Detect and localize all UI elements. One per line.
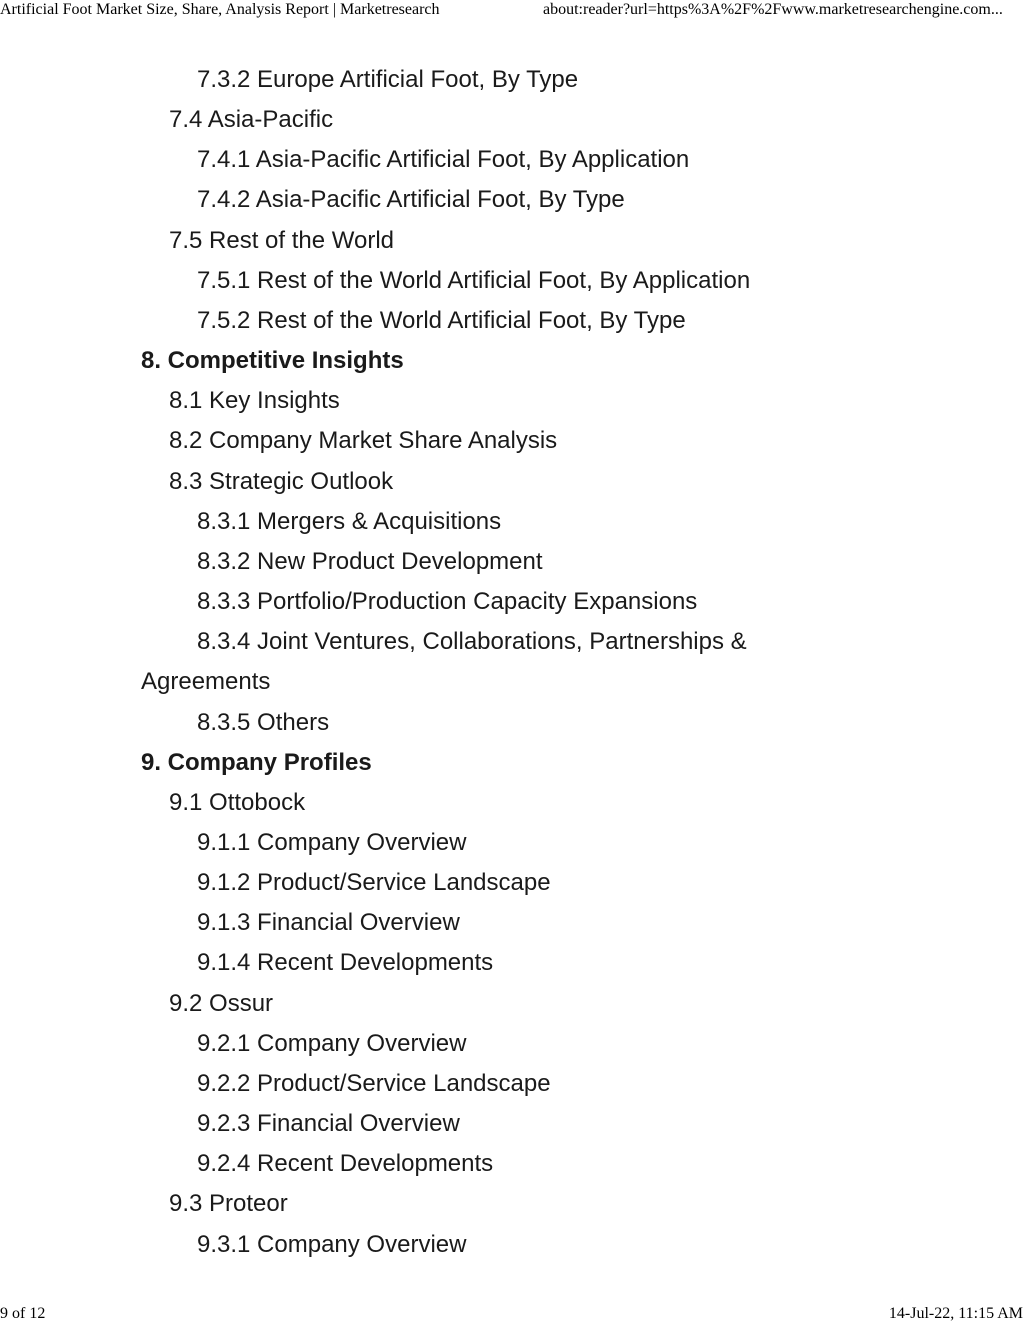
toc-item-text: 9.2.3 Financial Overview [197,1110,460,1138]
toc-sub-subsection-item [141,703,801,743]
toc-sub-subsection-item [141,823,801,863]
toc-sub-subsection-item [141,863,801,903]
toc-subsection-item [141,221,801,261]
toc-item-text: 7.5 Rest of the World [169,226,394,254]
toc-item-text: 7.4.2 Asia-Pacific Artificial Foot, By Type [197,186,625,214]
print-datetime: 14-Jul-22, 11:15 AM [888,1305,1023,1322]
toc-sub-subsection-item [141,622,801,662]
toc-item-text: 8.3 Strategic Outlook [169,467,394,495]
toc-sub-subsection-item [141,1024,801,1064]
print-header-title: Artificial Foot Market Size, Share, Analysis Report | Marketresearch [0,1,440,18]
toc-item-text: 7.5.2 Rest of the World Artificial Foot, By Type [197,306,686,334]
toc-item-text: 8.3.1 Mergers & Acquisitions [197,507,502,535]
toc-sub-subsection-item [141,301,801,341]
toc-subsection-item [141,381,801,421]
toc-subsection-item [141,462,801,502]
toc-item-text: 9.1.1 Company Overview [197,828,467,856]
toc-item-text: 7.4.1 Asia-Pacific Artificial Foot, By Application [197,146,690,174]
toc-item-text: 8.2 Company Market Share Analysis [169,427,558,455]
toc-subsection-item [141,984,801,1024]
toc-item-continuation: Agreements [141,668,271,696]
toc-item-text: 9.2.4 Recent Developments [197,1150,494,1178]
toc-item-text: 8.1 Key Insights [169,387,340,415]
print-header-url: about:reader?url=https%3A%2F%2Fwww.marketresearchengine.com... [543,1,1003,18]
toc-subsection-item [141,783,801,823]
toc-item-text: 7.4 Asia-Pacific [169,106,334,134]
print-header [0,0,1024,24]
toc-section-heading [141,341,801,381]
toc-sub-subsection-item [141,180,801,220]
table-of-contents [141,60,801,1265]
toc-sub-subsection-item [141,60,801,100]
toc-item-text: 8.3.4 Joint Ventures, Collaborations, Partnerships & [197,628,747,656]
toc-sub-subsection-item [141,502,801,542]
toc-item-text: 9.3 Proteor [169,1190,288,1218]
toc-sub-subsection-item [141,582,801,622]
toc-item-text: 9.1.4 Recent Developments [197,949,494,977]
toc-item-text: 9.3.1 Company Overview [197,1230,467,1258]
toc-subsection-item [141,100,801,140]
toc-item-text: 9.1.2 Product/Service Landscape [197,869,551,897]
toc-item-text: 9.1 Ottobock [169,788,306,816]
print-footer [0,1305,1024,1325]
toc-sub-subsection-item [141,1104,801,1144]
toc-item-text: 8.3.3 Portfolio/Production Capacity Expansions [197,588,698,616]
toc-item-text: 9.2.1 Company Overview [197,1029,467,1057]
toc-item-text: 8.3.5 Others [197,708,330,736]
toc-sub-subsection-item [141,1225,801,1265]
toc-subsection-item [141,1184,801,1224]
toc-sub-subsection-item [141,903,801,943]
toc-sub-subsection-item [141,261,801,301]
toc-item-text: 8.3.2 New Product Development [197,547,543,575]
toc-sub-subsection-item [141,542,801,582]
toc-sub-subsection-item [141,943,801,983]
toc-subsection-item [141,421,801,461]
toc-sub-subsection-item [141,1144,801,1184]
toc-item-text: 9.2.2 Product/Service Landscape [197,1069,551,1097]
toc-item-text: 9.1.3 Financial Overview [197,909,460,937]
toc-item-text: 8. Competitive Insights [141,347,404,375]
toc-section-heading [141,743,801,783]
toc-item-text: 9.2 Ossur [169,989,274,1017]
toc-sub-subsection-item [141,1064,801,1104]
toc-item-text: 7.3.2 Europe Artificial Foot, By Type [197,66,579,93]
page-number: 9 of 12 [0,1305,46,1322]
toc-item-text: 9. Company Profiles [141,748,372,776]
toc-item-text: 7.5.1 Rest of the World Artificial Foot, By Application [197,266,751,294]
toc-sub-subsection-item [141,140,801,180]
